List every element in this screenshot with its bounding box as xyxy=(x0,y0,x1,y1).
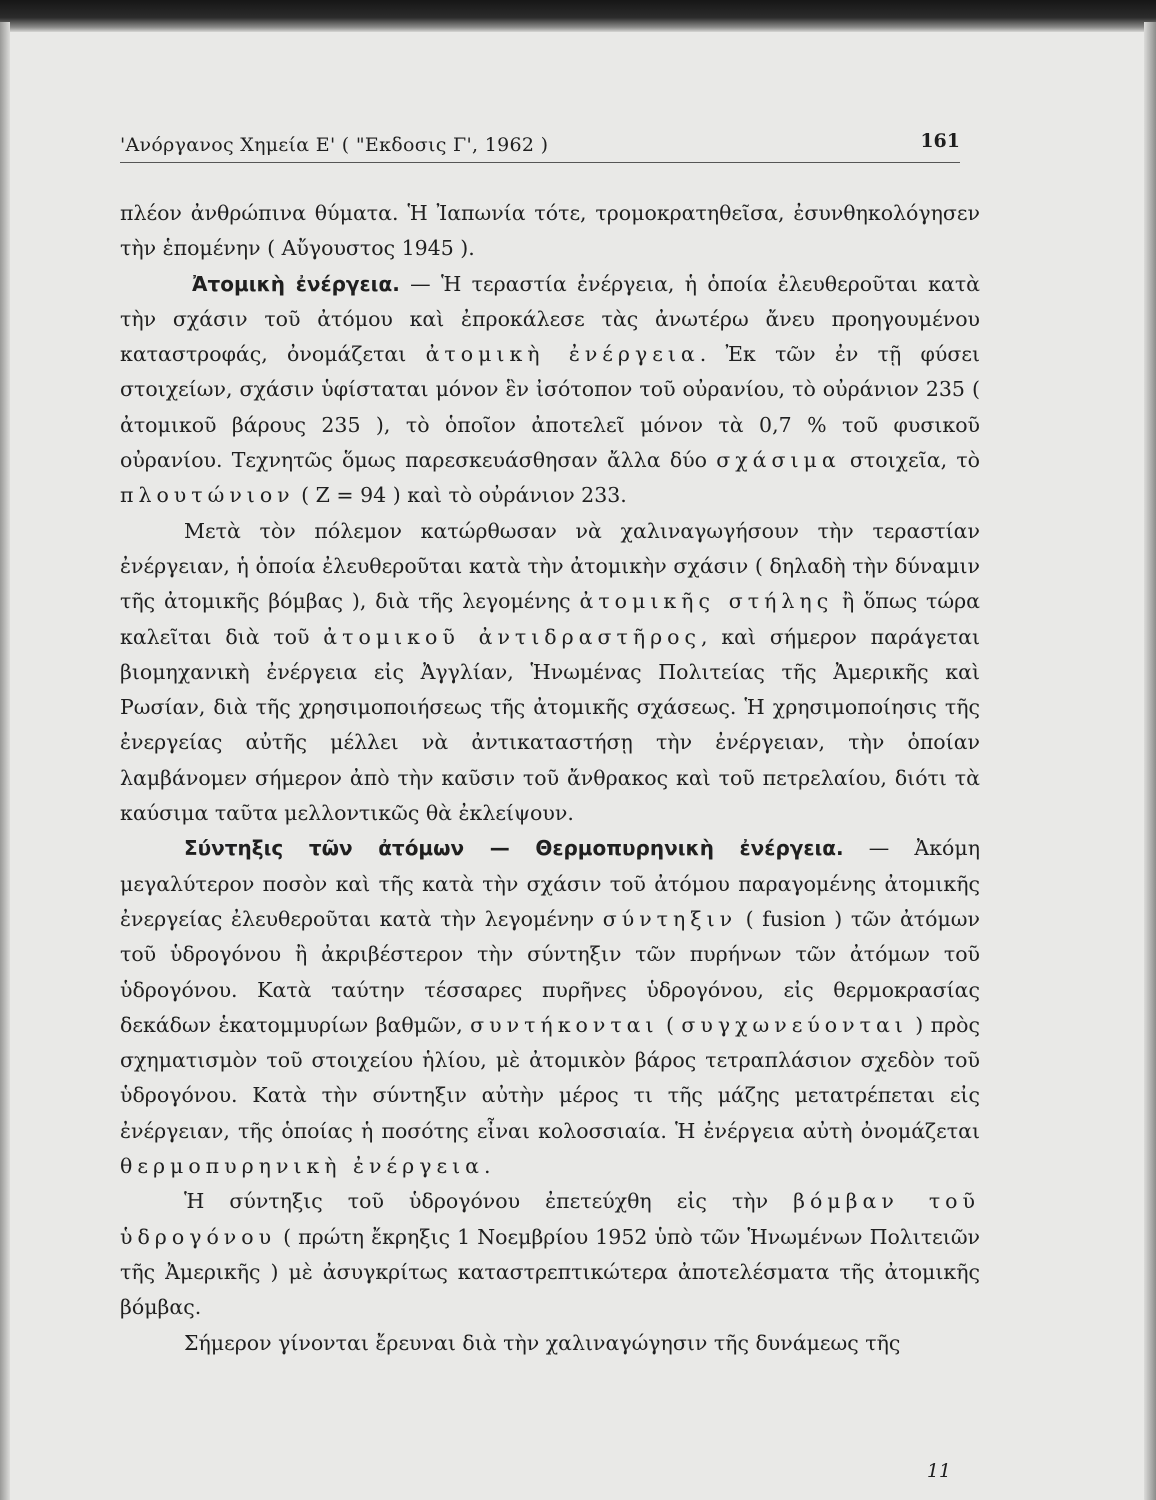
paragraph-atomic-energy: Ἀτομικὴ ἐνέργεια. — Ἡ τεραστία ἐνέργεια, ἡ ὁποία ἐλευθεροῦται κατὰ τὴν σχάσιν τοῦ ἀτόμου καὶ ἐπροκάλεσε τὰς ἀνωτέρω ἄνευ προηγουμένου καταστροφάς, ὀνομάζεται ἀτομικὴ ἐνέργεια. Ἐκ τῶν ἐν τῇ φύσει στοιχείων, σχάσιν ὑφίσταται μόνον ἓν ἰσότοπον τοῦ οὐρανίου, τὸ οὐράνιον 235 ( ἀτομικοῦ βάρους 235 ), τὸ ὁποῖον ἀποτελεῖ μόνον τὰ 0,7 % τοῦ φυσικοῦ οὐρανίου. Τεχνητῶς ὅμως παρεσκευάσθησαν ἄλλα δύο σχάσιμα στοιχεῖα, τὸ πλουτώνιον ( Ζ = 94 ) καὶ τὸ οὐράνιον 233. xyxy=(120,271,981,508)
scan-left-edge xyxy=(0,22,10,1500)
signature-mark: 11 xyxy=(926,1460,951,1482)
page-body xyxy=(120,196,980,1361)
page-number: 161 xyxy=(920,130,960,152)
spaced-term: σχάσιμα xyxy=(716,448,841,473)
section-heading-fusion: Σύντηξις τῶν ἀτόμων — Θερμοπυρηνικὴ ἐνέργεια. xyxy=(184,836,844,861)
scan-right-edge xyxy=(1144,22,1156,1500)
spaced-term: βόμβαν τοῦ ὑδρογόνου xyxy=(120,1189,980,1249)
spaced-term: θερμοπυρηνικὴ ἐνέργεια xyxy=(120,1154,484,1179)
spaced-term: ἀτομικοῦ ἀντιδραστῆρος xyxy=(323,624,702,649)
header-title: 'Ανόργανος Χημεία Ε' ( "Εκδοσις Γ', 1962 ) xyxy=(120,134,549,156)
spaced-term: σύντηξιν xyxy=(602,906,738,931)
scan-top-border xyxy=(0,0,1156,32)
spaced-term: συντήκονται xyxy=(470,1012,659,1037)
running-header xyxy=(120,130,960,163)
paragraph-last: Σήμερον γίνονται ἔρευναι διὰ τὴν χαλιναγώγησιν τῆς δυνάμεως τῆς xyxy=(184,1330,901,1355)
spaced-term: συγχωνεύονται xyxy=(681,1012,908,1037)
paragraph-reactor: Μετὰ τὸν πόλεμον κατώρθωσαν νὰ χαλιναγωγήσουν τὴν τεραστίαν ἐνέργειαν, ἡ ὁποία ἐλευθεροῦται κατὰ τὴν ἀτομικὴν σχάσιν ( δηλαδὴ τὴν δύναμιν τῆς ἀτομικῆς βόμβας ), διὰ τῆς λεγομένης ἀτομικῆς στήλης ἢ ὅπως τώρα καλεῖται διὰ τοῦ ἀτομικοῦ ἀντιδραστῆρος, καὶ σήμερον παράγεται βιομηχανικὴ ἐνέργεια εἰς Ἀγγλίαν, Ἡνωμένας Πολιτείας τῆς Ἀμερικῆς καὶ Ρωσίαν, διὰ τῆς χρησιμοποιήσεως τῆς ἀτομικῆς σχάσεως. Ἡ χρησιμοποίησις τῆς ἐνεργείας αὐτῆς μέλλει νὰ ἀντικαταστήσῃ τὴν ἐνέργειαν, τὴν ὁποίαν λαμβάνομεν σήμερον ἀπὸ τὴν καῦσιν τοῦ ἄνθρακος καὶ τοῦ πετρελαίου, διότι τὰ καύσιμα ταῦτα μελλοντικῶς θὰ ἐκλείψουν. xyxy=(120,518,981,826)
paragraph-hydrogen-bomb: Ἡ σύντηξις τοῦ ὑδρογόνου ἐπετεύχθη εἰς τὴν βόμβαν τοῦ ὑδρογόνου ( πρώτη ἔκρηξις 1 Νοεμβρίου 1952 ὑπὸ τῶν Ἡνωμένων Πολιτειῶν τῆς Ἀμερικῆς ) μὲ ἀσυγκρίτως καταστρεπτικώτερα ἀποτελέσματα τῆς ἀτομικῆς βόμβας. xyxy=(120,1189,980,1320)
section-heading-atomic-energy: Ἀτομικὴ ἐνέργεια. xyxy=(192,271,400,296)
paragraph-1: πλέον ἀνθρώπινα θύματα. Ἡ Ἰαπωνία τότε, τρομοκρατηθεῖσα, ἐσυνθηκολόγησεν τὴν ἑπομένην ( Αὔγουστος 1945 ). xyxy=(120,201,980,261)
spaced-term: πλουτώνιον xyxy=(120,483,295,508)
spaced-term: ἀτομικῆς στήλης xyxy=(579,589,834,614)
paragraph-fusion: Σύντηξις τῶν ἀτόμων — Θερμοπυρηνικὴ ἐνέργεια. — Ἀκόμη μεγαλύτερον ποσὸν καὶ τῆς κατὰ τὴν σχάσιν τοῦ ἀτόμου παραγομένης ἀτομικῆς ἐνεργείας ἐλευθεροῦται κατὰ τὴν λεγομένην σύντηξιν ( fusion ) τῶν ἀτόμων τοῦ ὑδρογόνου ἢ ἀκριβέστερον τὴν σύντηξιν τῶν πυρήνων τῶν ἀτόμων τοῦ ὑδρογόνου. Κατὰ ταύτην τέσσαρες πυρῆνες ὑδρογόνου, εἰς θερμοκρασίας δεκάδων ἑκατομμυρίων βαθμῶν, συντήκονται ( συγχωνεύονται ) πρὸς σχηματισμὸν τοῦ στοιχείου ἡλίου, μὲ ἀτομικὸν βάρος τετραπλάσιον σχεδὸν τοῦ ὑδρογόνου. Κατὰ τὴν σύντηξιν αὐτὴν μέρος τι τῆς μάζης μετατρέπεται εἰς ἐνέργειαν, τῆς ὁποίας ἡ ποσότης εἶναι κολοσσιαία. Ἡ ἐνέργεια αὐτὴ ὀνομάζεται θερμοπυρηνικὴ ἐνέργεια. xyxy=(120,836,981,1179)
spaced-term: ἀτομικὴ ἐνέργεια xyxy=(425,342,700,367)
